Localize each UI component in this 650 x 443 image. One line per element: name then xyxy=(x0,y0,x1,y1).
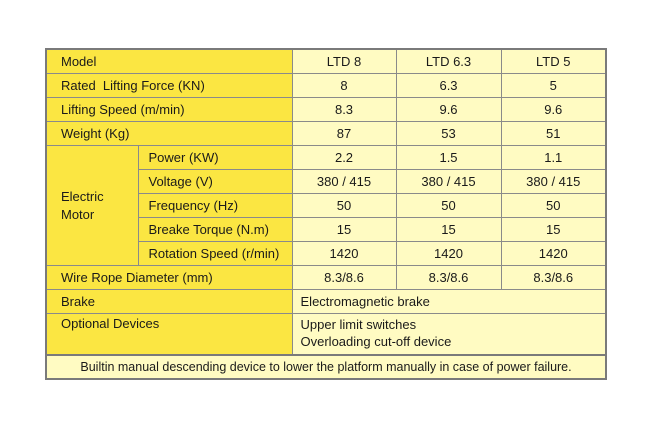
list-item: Overloading cut-off device xyxy=(300,334,452,349)
cell-value: 1420 xyxy=(396,242,501,266)
cell-value: 53 xyxy=(396,122,501,146)
table-row-weight xyxy=(46,122,606,146)
cell-value: 87 xyxy=(292,122,396,146)
cell-value: 380 / 415 xyxy=(396,170,501,194)
cell-value: 8.3 xyxy=(292,98,396,122)
model-header-ltd8: LTD 8 xyxy=(292,49,396,74)
cell-value: 8.3/8.6 xyxy=(292,266,396,290)
cell-value: 8.3/8.6 xyxy=(396,266,501,290)
list-item: Upper limit switches xyxy=(300,317,417,332)
table-row-optional-devices xyxy=(46,314,606,356)
cell-value: Electromagnetic brake xyxy=(292,290,606,314)
row-label: Rated Lifting Force (KN) xyxy=(46,74,292,98)
footer-note: Builtin manual descending device to lower the platform manually in case of power failure. xyxy=(46,355,606,379)
group-label-line: Motor xyxy=(61,206,95,222)
row-label: Frequency (Hz) xyxy=(138,194,292,218)
cell-value: 2.2 xyxy=(292,146,396,170)
cell-value: 50 xyxy=(292,194,396,218)
row-label: Wire Rope Diameter (mm) xyxy=(46,266,292,290)
spec-table xyxy=(45,48,607,380)
cell-value: 1.5 xyxy=(396,146,501,170)
table-row-lifting-speed xyxy=(46,98,606,122)
row-label: Lifting Speed (m/min) xyxy=(46,98,292,122)
table-row-footer-note xyxy=(46,355,606,379)
cell-value: 15 xyxy=(501,218,606,242)
cell-value: 15 xyxy=(396,218,501,242)
spec-sheet xyxy=(45,48,605,380)
cell-value: 1420 xyxy=(501,242,606,266)
row-label: Rotation Speed (r/min) xyxy=(138,242,292,266)
cell-value: 50 xyxy=(501,194,606,218)
row-label: Weight (Kg) xyxy=(46,122,292,146)
optional-devices-list xyxy=(292,314,606,356)
row-label: Power (KW) xyxy=(138,146,292,170)
model-header-ltd63: LTD 6.3 xyxy=(396,49,501,74)
electric-motor-group-label xyxy=(46,146,138,266)
cell-value: 1.1 xyxy=(501,146,606,170)
table-row-header xyxy=(46,49,606,74)
cell-value: 380 / 415 xyxy=(501,170,606,194)
cell-value: 8.3/8.6 xyxy=(501,266,606,290)
cell-value: 1420 xyxy=(292,242,396,266)
cell-value: 51 xyxy=(501,122,606,146)
table-row-brake xyxy=(46,290,606,314)
row-label: Voltage (V) xyxy=(138,170,292,194)
group-label-line: Electric xyxy=(61,188,104,204)
model-header-label: Model xyxy=(46,49,292,74)
cell-value: 9.6 xyxy=(396,98,501,122)
cell-value: 8 xyxy=(292,74,396,98)
table-row-power xyxy=(46,146,606,170)
table-row-rated-lifting-force xyxy=(46,74,606,98)
cell-value: 5 xyxy=(501,74,606,98)
model-header-ltd5: LTD 5 xyxy=(501,49,606,74)
cell-value: 50 xyxy=(396,194,501,218)
cell-value: 15 xyxy=(292,218,396,242)
cell-value: 9.6 xyxy=(501,98,606,122)
row-label: Optional Devices xyxy=(46,314,292,356)
row-label: Brake xyxy=(46,290,292,314)
table-row-wire-rope xyxy=(46,266,606,290)
cell-value: 6.3 xyxy=(396,74,501,98)
cell-value: 380 / 415 xyxy=(292,170,396,194)
row-label: Breake Torque (N.m) xyxy=(138,218,292,242)
